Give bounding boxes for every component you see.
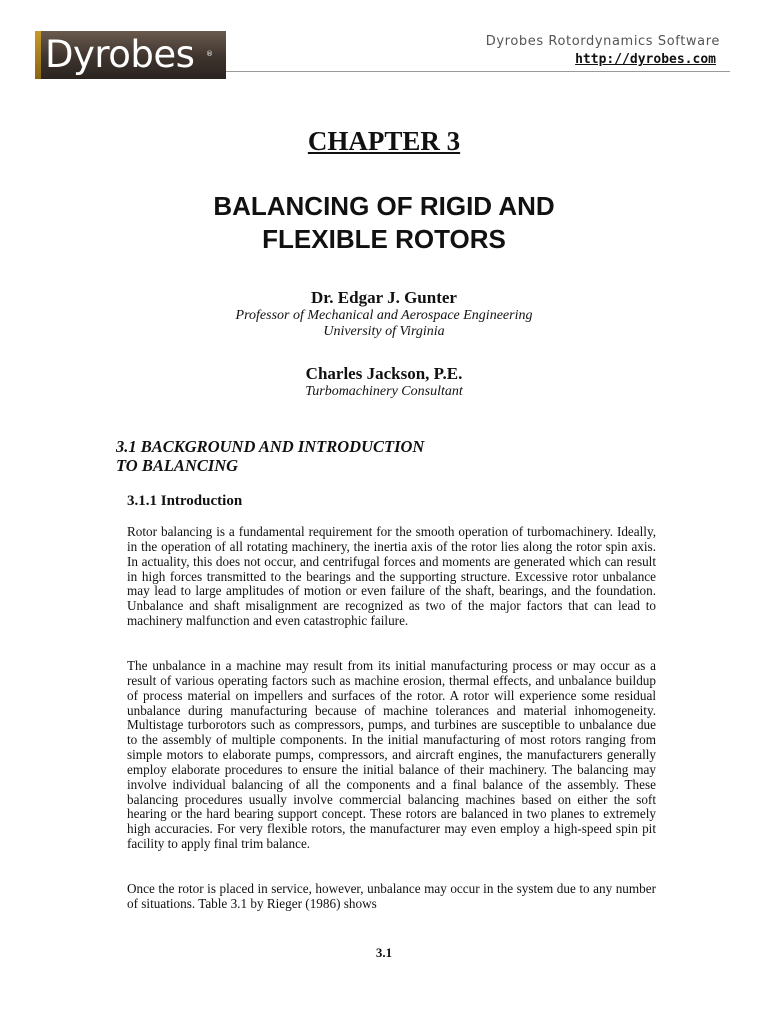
section-heading-line: 3.1 BACKGROUND AND INTRODUCTION	[116, 437, 425, 456]
chapter-title-line: BALANCING OF RIGID AND	[213, 191, 555, 221]
section-heading-line: TO BALANCING	[116, 456, 239, 475]
logo-text: Dyrobes	[45, 33, 195, 76]
chapter-title-line: FLEXIBLE ROTORS	[262, 224, 506, 254]
subsection-heading: 3.1.1 Introduction	[127, 493, 243, 509]
author-affiliation: Turbomachinery Consultant	[305, 384, 463, 399]
software-name: Dyrobes Rotordynamics Software	[485, 34, 720, 49]
page-number: 3.1	[375, 945, 393, 960]
author-block	[0, 364, 768, 400]
author-block	[0, 288, 768, 340]
body-paragraph: Rotor balancing is a fundamental requirement for the smooth operation of turbomachinery. Ideally, in the operation of all rotating machinery, the inertia axis of the rotor lies along the rotor spin axis. In actuality, this does not occur, and centrifugal forces and moments are generated which can result in high forces transmitted to the bearings and the supporting structure. Excessive rotor unbalance may lead to large amplitudes of motion or even failure of the shaft, bearings, and the foundation. Unbalance and shaft misalignment are recognized as two of the major factors that can lead to machinery malfunction and even catastrophic failure.	[127, 524, 656, 629]
logo-registered-mark: ®	[206, 50, 213, 58]
section-heading	[116, 437, 516, 475]
body-paragraph: Once the rotor is placed in service, however, unbalance may occur in the system due to any number of situations. Table 3.1 by Rieger (1986) shows	[127, 881, 656, 911]
chapter-title	[0, 190, 768, 256]
author-name: Dr. Edgar J. Gunter	[311, 288, 457, 307]
dyrobes-logo	[35, 31, 226, 79]
author-affiliation: Professor of Mechanical and Aerospace Engineering	[235, 308, 533, 323]
page-header-info	[486, 33, 720, 69]
logo-accent-bar	[35, 31, 41, 79]
header-divider	[226, 71, 730, 72]
body-paragraph: The unbalance in a machine may result from its initial manufacturing process or may occur as a result of various operating factors such as machine erosion, thermal effects, and unbalance buildup of process material on impellers and surfaces of the rotor. A rotor will experience some residual unbalance during manufacturing because of machine tolerances and material inhomogeneity. Multistage turborotors such as compressors, pumps, and turbines are susceptible to unbalance due to the assembly of multiple components. In the initial manufacturing of most rotors ranging from simple motors to elaborate pumps, compressors, and aircraft engines, the manufacturers generally employ elaborate procedures to ensure the initial balance of their machinery. The balancing may involve individual balancing of all the components and a final balance of the assembly. These balancing procedures usually involve commercial balancing machines based on either the soft hearing or the hard bearing support concept. These rotors are balanced in two planes to extremely high accuracies. For very flexible rotors, the manufacturer may even employ a high-speed spin pit facility to apply final trim balance.	[127, 658, 656, 852]
chapter-label: CHAPTER 3	[307, 126, 461, 156]
author-name: Charles Jackson, P.E.	[305, 364, 463, 383]
website-link[interactable]: http://dyrobes.com	[575, 52, 716, 67]
author-affiliation: University of Virginia	[323, 324, 445, 339]
